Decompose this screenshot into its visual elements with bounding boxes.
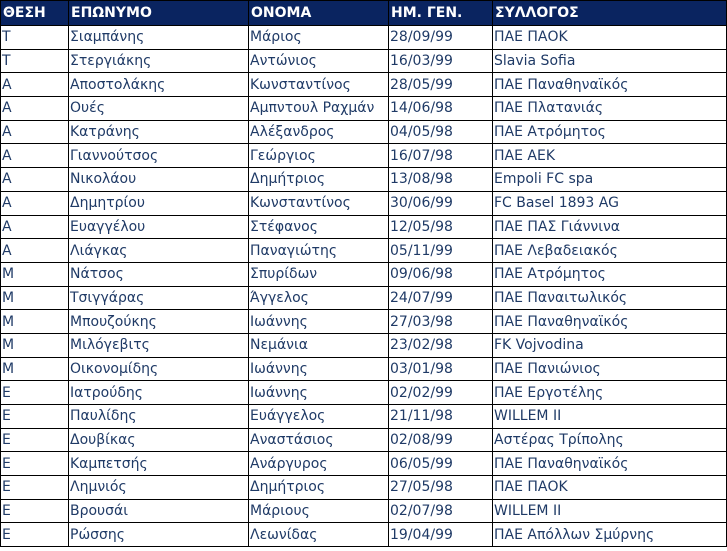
cell-club: ΠΑΕ Ατρόμητος (493, 262, 727, 286)
header-club: ΣΥΛΛΟΓΟΣ (493, 1, 727, 26)
table-row (1, 26, 727, 50)
cell-position: Α (1, 191, 69, 215)
cell-club: ΠΑΕ Πλατανιάς (493, 97, 727, 121)
cell-birthdate: 21/11/98 (389, 405, 493, 429)
cell-club: Slavia Sofia (493, 49, 727, 73)
cell-name: Ανάργυρος (249, 452, 389, 476)
cell-surname: Μιλόγεβιτς (69, 333, 249, 357)
cell-surname: Μπουζούκης (69, 310, 249, 334)
cell-position: Α (1, 73, 69, 97)
table-row (1, 191, 727, 215)
table-row (1, 452, 727, 476)
table-row (1, 97, 727, 121)
header-surname: ΕΠΩΝΥΜΟ (69, 1, 249, 26)
table-row (1, 381, 727, 405)
cell-name: Σπυρίδων (249, 262, 389, 286)
table-row (1, 428, 727, 452)
cell-club: ΠΑΕ Εργοτέλης (493, 381, 727, 405)
cell-name: Δημήτριος (249, 168, 389, 192)
cell-name: Αλέξανδρος (249, 120, 389, 144)
cell-surname: Δημητρίου (69, 191, 249, 215)
cell-club: ΠΑΕ ΠΑΟΚ (493, 476, 727, 500)
cell-name: Αναστάσιος (249, 428, 389, 452)
cell-surname: Καμπετσής (69, 452, 249, 476)
cell-club: WILLEM II (493, 499, 727, 523)
cell-name: Κωνσταντίνος (249, 73, 389, 97)
cell-name: Αμπντουλ Ραχμάν (249, 97, 389, 121)
cell-club: ΠΑΕ Παναθηναϊκός (493, 73, 727, 97)
table-row (1, 73, 727, 97)
cell-name: Αντώνιος (249, 49, 389, 73)
cell-name: Ιωάννης (249, 357, 389, 381)
table-row (1, 476, 727, 500)
cell-position: Α (1, 239, 69, 263)
cell-position: Ε (1, 405, 69, 429)
cell-name: Νεμάνια (249, 333, 389, 357)
header-position: ΘΕΣΗ (1, 1, 69, 26)
cell-position: Τ (1, 49, 69, 73)
header-row (1, 1, 727, 26)
cell-birthdate: 27/05/98 (389, 476, 493, 500)
cell-birthdate: 09/06/98 (389, 262, 493, 286)
cell-name: Ιωάννης (249, 381, 389, 405)
cell-position: Α (1, 215, 69, 239)
table-row (1, 239, 727, 263)
cell-birthdate: 27/03/98 (389, 310, 493, 334)
cell-birthdate: 16/03/99 (389, 49, 493, 73)
cell-name: Άγγελος (249, 286, 389, 310)
cell-surname: Λημνιός (69, 476, 249, 500)
cell-surname: Ρώσσης (69, 523, 249, 547)
cell-club: ΠΑΕ Παναιτωλικός (493, 286, 727, 310)
cell-position: Τ (1, 26, 69, 50)
cell-name: Παναγιώτης (249, 239, 389, 263)
cell-name: Λεωνίδας (249, 523, 389, 547)
cell-birthdate: 30/06/99 (389, 191, 493, 215)
cell-club: Empoli FC spa (493, 168, 727, 192)
table-row (1, 286, 727, 310)
cell-surname: Ευαγγέλου (69, 215, 249, 239)
cell-birthdate: 14/06/98 (389, 97, 493, 121)
cell-club: ΠΑΕ Παναθηναϊκός (493, 452, 727, 476)
cell-birthdate: 02/08/99 (389, 428, 493, 452)
cell-birthdate: 13/08/98 (389, 168, 493, 192)
cell-surname: Ιατρούδης (69, 381, 249, 405)
cell-club: FK Vojvodina (493, 333, 727, 357)
cell-birthdate: 04/05/98 (389, 120, 493, 144)
table-row (1, 357, 727, 381)
cell-position: Μ (1, 357, 69, 381)
cell-birthdate: 06/05/99 (389, 452, 493, 476)
table-row (1, 168, 727, 192)
cell-birthdate: 05/11/99 (389, 239, 493, 263)
cell-birthdate: 02/02/99 (389, 381, 493, 405)
header-birthdate: ΗΜ. ΓΕΝ. (389, 1, 493, 26)
cell-surname: Κατράνης (69, 120, 249, 144)
cell-name: Γεώργιος (249, 144, 389, 168)
cell-club: ΠΑΕ Απόλλων Σμύρνης (493, 523, 727, 547)
cell-position: Ε (1, 476, 69, 500)
cell-club: ΠΑΕ ΑΕΚ (493, 144, 727, 168)
cell-name: Ευάγγελος (249, 405, 389, 429)
cell-surname: Σιαμπάνης (69, 26, 249, 50)
cell-club: ΠΑΕ ΠΑΟΚ (493, 26, 727, 50)
cell-birthdate: 28/05/99 (389, 73, 493, 97)
cell-birthdate: 23/02/98 (389, 333, 493, 357)
cell-surname: Τσιγγάρας (69, 286, 249, 310)
cell-position: Μ (1, 333, 69, 357)
cell-birthdate: 16/07/98 (389, 144, 493, 168)
table-body (1, 26, 727, 547)
cell-name: Στέφανος (249, 215, 389, 239)
table-row (1, 215, 727, 239)
table-row (1, 310, 727, 334)
table-row (1, 120, 727, 144)
cell-surname: Βρουσάι (69, 499, 249, 523)
cell-birthdate: 03/01/98 (389, 357, 493, 381)
cell-name: Κωνσταντίνος (249, 191, 389, 215)
cell-club: ΠΑΕ ΠΑΣ Γιάννινα (493, 215, 727, 239)
table-row (1, 333, 727, 357)
cell-position: Ε (1, 381, 69, 405)
cell-surname: Νικολάου (69, 168, 249, 192)
cell-surname: Παυλίδης (69, 405, 249, 429)
cell-name: Δημήτριος (249, 476, 389, 500)
cell-club: ΠΑΕ Ατρόμητος (493, 120, 727, 144)
cell-position: Α (1, 144, 69, 168)
cell-name: Μάριους (249, 499, 389, 523)
cell-club: FC Basel 1893 AG (493, 191, 727, 215)
cell-position: Μ (1, 310, 69, 334)
table-row (1, 499, 727, 523)
cell-position: Μ (1, 262, 69, 286)
cell-name: Μάριος (249, 26, 389, 50)
cell-surname: Λιάγκας (69, 239, 249, 263)
cell-club: WILLEM II (493, 405, 727, 429)
cell-position: Ε (1, 428, 69, 452)
cell-position: Ε (1, 523, 69, 547)
cell-surname: Ουές (69, 97, 249, 121)
cell-club: Αστέρας Τρίπολης (493, 428, 727, 452)
cell-surname: Δουβίκας (69, 428, 249, 452)
cell-club: ΠΑΕ Πανιώνιος (493, 357, 727, 381)
table-row (1, 262, 727, 286)
table-row (1, 49, 727, 73)
cell-birthdate: 24/07/99 (389, 286, 493, 310)
cell-club: ΠΑΕ Παναθηναϊκός (493, 310, 727, 334)
header-name: ΟΝΟΜΑ (249, 1, 389, 26)
cell-surname: Γιαννούτσος (69, 144, 249, 168)
cell-position: Ε (1, 452, 69, 476)
cell-birthdate: 28/09/99 (389, 26, 493, 50)
table-row (1, 405, 727, 429)
table-row (1, 523, 727, 547)
cell-surname: Οικονομίδης (69, 357, 249, 381)
cell-position: Α (1, 168, 69, 192)
cell-birthdate: 19/04/99 (389, 523, 493, 547)
cell-birthdate: 02/07/98 (389, 499, 493, 523)
cell-birthdate: 12/05/98 (389, 215, 493, 239)
cell-surname: Νάτσος (69, 262, 249, 286)
cell-name: Ιωάννης (249, 310, 389, 334)
cell-position: Α (1, 120, 69, 144)
table-row (1, 144, 727, 168)
cell-position: Ε (1, 499, 69, 523)
cell-surname: Στεργιάκης (69, 49, 249, 73)
cell-surname: Αποστολάκης (69, 73, 249, 97)
cell-position: Α (1, 97, 69, 121)
cell-club: ΠΑΕ Λεβαδειακός (493, 239, 727, 263)
table-header (1, 1, 727, 26)
cell-position: Μ (1, 286, 69, 310)
